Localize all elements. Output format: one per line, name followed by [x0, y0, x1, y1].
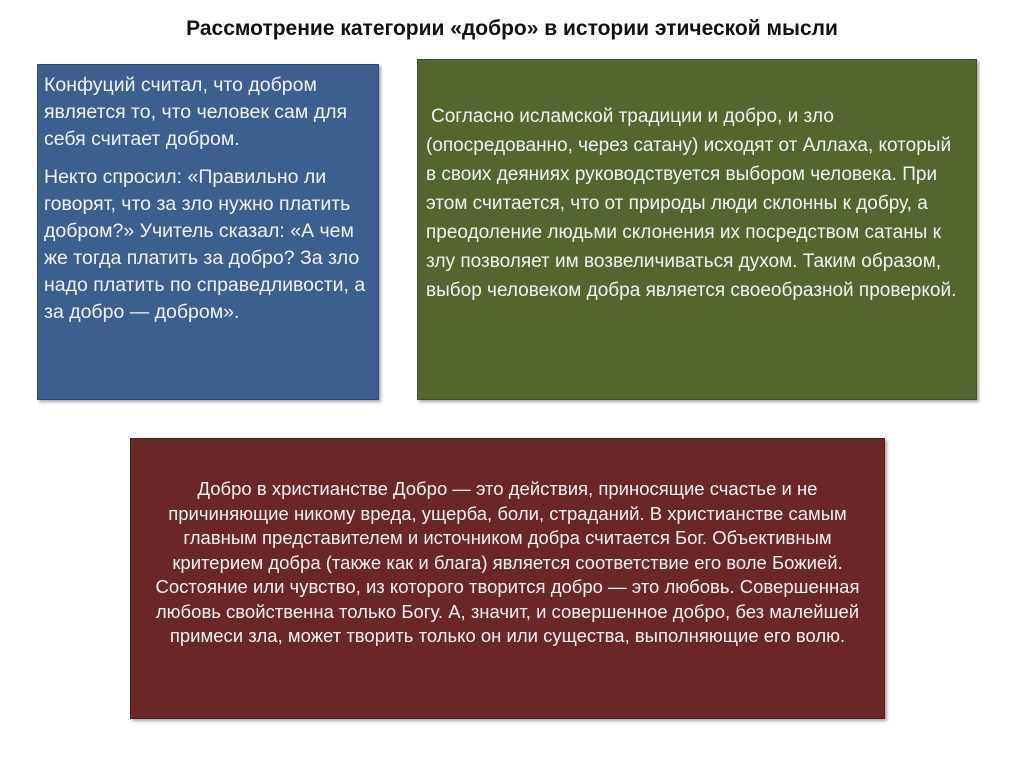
islam-text: Согласно исламской традиции и добро, и зло (опосредованно, через сатану) исходят от Аллаха, который в своих деяниях руководствуется выбором человека. При этом считается, что от природы люди склонны к добру, а преодоление людьми склонения их посредством сатаны к злу позволяет им возвеличиваться духом. Таким образом, выбор человеком добра является своеобразной проверкой. — [426, 106, 957, 301]
christianity-text: Добро в христианстве Добро — это действия, приносящие счастье и не причиняющие никому вреда, ущерба, боли, страданий. В христианстве самым главным представителем и источником добра считается Бог. Объективным критерием добра (также как и блага) является соответствие его воле Божией. Состояние или чувство, из которого творится добро — это любовь. Совершенная любовь свойственна только Богу. А, значит, и совершенное добро, без малейшей примеси зла, может творить только он или существа, выполняющие его волю. — [155, 478, 860, 646]
confucius-paragraph-1: Конфуций считал, что добром является то, что человек сам для себя считает добром. — [44, 74, 348, 150]
confucius-box — [37, 64, 379, 400]
confucius-paragraph-2: Некто спросил: «Правильно ли говорят, что за зло нужно платить добром?» Учитель сказал: «А чем же тогда платить за добро? За зло надо платить по справедливости, а за добро — добром». — [44, 166, 366, 323]
slide-title: Рассмотрение категории «добро» в истории этической мысли — [186, 17, 838, 40]
christianity-box — [130, 438, 885, 719]
islam-box — [417, 59, 977, 400]
